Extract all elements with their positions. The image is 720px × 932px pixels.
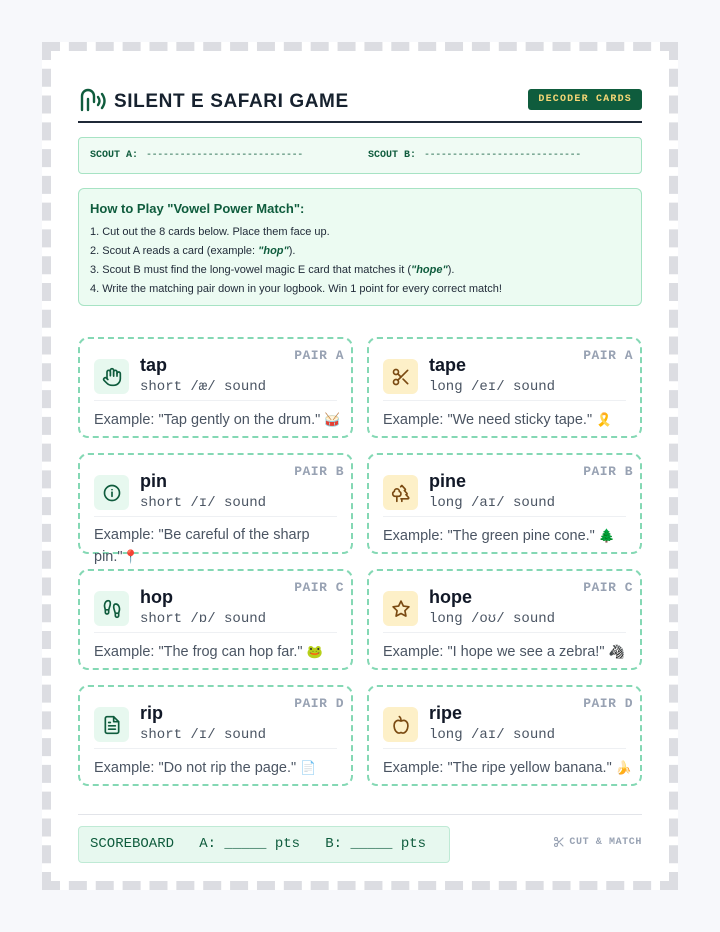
step-3-text: 3. Scout B must find the long-vowel magic E card that matches it ( [90,264,411,276]
card-icon-box [94,475,129,510]
card-divider [383,748,626,749]
word-card-rip[interactable] [78,685,353,786]
step-3-example: "hope" [410,264,448,276]
instruction-step-4: 4. Write the matching pair down in your logbook. Win 1 point for every correct match! [90,283,502,295]
card-divider [94,748,337,749]
pair-label: PAIR B [583,464,633,479]
word-card-ripe[interactable] [367,685,642,786]
scout-b-line: ---------------------------- [424,150,581,161]
word-card-tap[interactable] [78,337,353,438]
step-2-text: 2. Scout A reads a card (example: [90,245,259,257]
cut-and-match-text: CUT & MATCH [569,836,642,848]
card-word: hop [140,587,173,607]
header [78,81,642,123]
card-example-text: Example: "Tap gently on the drum." [94,412,321,428]
card-example-text: Example: "Do not rip the page." [94,760,297,776]
pair-label: PAIR D [294,696,344,711]
card-icon-box [383,707,418,742]
scout-b-label: SCOUT B: [368,150,417,161]
card-sound: short /ɪ/ sound [140,727,267,743]
word-card-hope[interactable] [367,569,642,670]
card-divider [383,400,626,401]
card-icon-box [383,591,418,626]
pin-emoji: 📍 [122,549,139,564]
banana-emoji: 🍌 [615,760,632,775]
drum-emoji: 🥁 [324,412,341,427]
pair-label: PAIR A [294,348,344,363]
card-word: hope [429,587,472,607]
card-sound: long /oʊ/ sound [429,611,556,627]
document-icon [102,715,122,735]
ear-sound-icon [78,87,108,113]
scout-b-field[interactable] [368,150,581,161]
pair-label: PAIR D [583,696,633,711]
pair-label: PAIR B [294,464,344,479]
card-example [94,409,344,431]
card-example-text: Example: "I hope we see a zebra!" [383,644,605,660]
apple-icon [391,715,411,735]
pair-label: PAIR C [294,580,344,595]
tree-emoji: 🌲 [598,528,616,543]
pair-label: PAIR C [583,580,633,595]
card-sound: short /ɪ/ sound [140,495,267,511]
scout-names-box [78,137,642,174]
word-card-tape[interactable] [367,337,642,438]
word-card-pin[interactable] [78,453,353,565]
decoder-cards-badge: DECODER CARDS [528,89,642,110]
card-example-text: Example: "Be careful of the sharp pin." [94,527,310,565]
footer-divider [78,814,642,815]
step-3-end: ). [447,264,455,276]
card-divider [383,632,626,633]
worksheet [42,42,678,890]
card-example [94,757,344,779]
scout-a-label: SCOUT A: [90,150,139,161]
footprints-icon [102,599,122,619]
scoreboard[interactable]: SCOREBOARD A: _____ pts B: _____ pts [78,826,450,863]
scissors-icon [553,836,565,848]
card-example [383,757,633,779]
card-divider [94,632,337,633]
card-sound: long /aɪ/ sound [429,727,556,743]
scissors-icon [391,367,411,387]
scout-a-line: ---------------------------- [146,150,303,161]
card-example-text: Example: "We need sticky tape." [383,412,593,428]
card-divider [94,516,337,517]
instructions-box [78,188,642,306]
card-icon-box [94,707,129,742]
card-icon-box [94,591,129,626]
instruction-step-3 [90,261,630,280]
card-example [383,409,633,431]
hand-icon [102,367,122,387]
zebra-emoji: 🦓 [608,644,625,659]
instructions-title: How to Play "Vowel Power Match": [90,201,305,216]
card-example [383,525,633,547]
step-2-end: ). [288,245,296,257]
pair-label: PAIR A [583,348,633,363]
info-icon [102,483,122,503]
card-example [383,641,633,663]
page-title: SILENT E SAFARI GAME [114,91,349,112]
card-example-text: Example: "The green pine cone." [383,528,595,544]
card-word: pine [429,471,467,491]
instruction-step-1: 1. Cut out the 8 cards below. Place them face up. [90,226,330,238]
card-word: rip [140,703,164,723]
card-word: ripe [429,703,463,723]
card-word: pin [140,471,167,491]
instructions-list [90,223,630,299]
card-divider [94,400,337,401]
card-sound: short /ɒ/ sound [140,611,267,627]
card-sound: long /aɪ/ sound [429,495,556,511]
star-icon [391,599,411,619]
card-sound: short /æ/ sound [140,379,267,395]
card-icon-box [94,359,129,394]
frog-emoji: 🐸 [306,644,323,659]
card-icon-box [383,359,418,394]
card-example-text: Example: "The frog can hop far." [94,644,303,660]
cut-and-match-label [553,836,642,848]
word-card-hop[interactable] [78,569,353,670]
scout-a-field[interactable] [90,150,303,161]
card-icon-box [383,475,418,510]
card-divider [383,516,626,517]
card-example [94,641,344,663]
trees-icon [391,483,411,503]
card-word: tape [429,355,467,375]
page-emoji: 📄 [300,760,317,775]
word-card-pine[interactable] [367,453,642,554]
instruction-step-2 [90,242,630,261]
card-word: tap [140,355,167,375]
ribbon-emoji: 🎗️ [596,412,613,427]
step-2-example: "hop" [258,245,289,257]
card-sound: long /eɪ/ sound [429,379,556,395]
card-example-text: Example: "The ripe yellow banana." [383,760,612,776]
card-example [94,525,344,568]
